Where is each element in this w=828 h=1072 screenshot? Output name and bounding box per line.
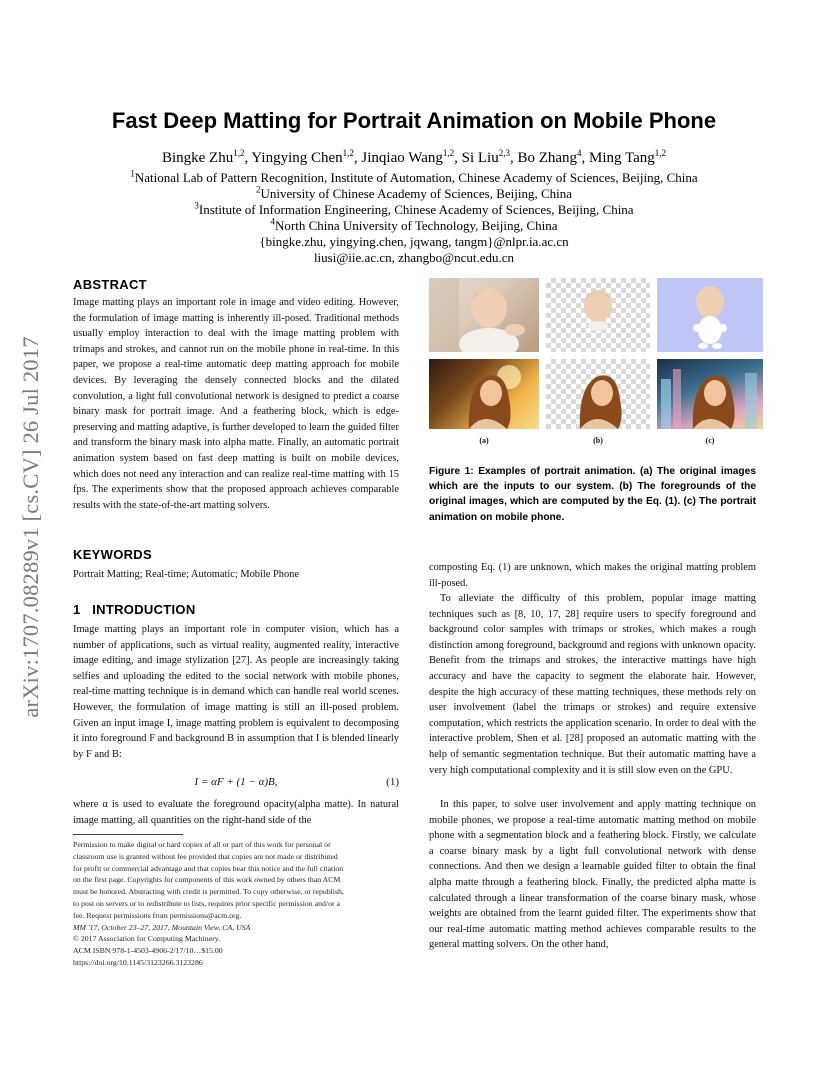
author: Yingying Chen bbox=[251, 150, 343, 166]
doi-link[interactable]: https://doi.org/10.1145/3123266.3123286 bbox=[73, 957, 203, 967]
keywords-heading: KEYWORDS bbox=[73, 547, 152, 562]
author: Jinqiao Wang bbox=[361, 150, 443, 166]
author: Bingke Zhu bbox=[161, 150, 234, 166]
permission-notice: Permission to make digital or hard copies of all or part of this work for personal or classroom use is granted without fee provided that copies are not made or distributed for profit or commercial advantage and that copies bear this notice and the full citation on the first page. Copyrights for components of this work owned by others than ACM must be honored. Abstracting with credit is permitted. To copy otherwise, or republish, to post on servers or to redistribute to lists, requires prior specific permission and/or a fee. Request permissions from permissions@acm.org. MM '17, October 23–27, 2017, Mountain View, CA, USA © 2017 Association for Computing Machinery. ACM ISBN 978-1-4503-4906-2/17/10…$15.00 https://doi.org/10.1145/3123266.3123286 bbox=[73, 839, 399, 969]
footnote-rule bbox=[73, 834, 183, 835]
venue: MM '17, October 23–27, 2017, Mountain View, CA, USA bbox=[73, 922, 251, 932]
arxiv-identifier: arXiv:1707.08289v1 [cs.CV] 26 Jul 2017 bbox=[18, 336, 43, 718]
equation-1 bbox=[73, 776, 399, 792]
figure-image-animation-woman bbox=[657, 359, 763, 429]
author: Bo Zhang bbox=[517, 150, 578, 166]
figure-1-caption: Figure 1: Examples of portrait animation. (a) The original images which are the inputs to our system. (b) The foregrounds of the original images, which are computed by the Eq. (1). (c) The portrait animation on mobile phone. bbox=[429, 466, 756, 523]
email-line: liusi@iie.ac.cn, zhangbo@ncut.edu.cn bbox=[313, 250, 515, 265]
figure-1 bbox=[429, 278, 763, 448]
author-list: Bingke Zhu$^{1,2}$, Yingying Chen$^{1,2}$, Jinqiao Wang$^{1,2}$, Si Liu$^{2,3}$, Bo Zhang$^4$, Ming Tang$^{1,2}$ bbox=[161, 148, 667, 166]
introduction-paragraph: where α is used to evaluate the foreground opacity(alpha matte). In natural image matting, all quantities on the right-hand side of the bbox=[73, 799, 399, 826]
equation-body: I = αF + (1 − α)B, bbox=[194, 776, 278, 788]
author: Si Liu bbox=[461, 150, 499, 166]
isbn: ACM ISBN 978-1-4503-4906-2/17/10…$15.00 bbox=[73, 946, 223, 956]
author: Ming Tang bbox=[589, 150, 655, 166]
affiliation: $^2$University of Chinese Academy of Sciences, Beijing, China bbox=[255, 184, 573, 201]
copyright: © 2017 Association for Computing Machinery. bbox=[73, 934, 221, 944]
figure-image-animation-child bbox=[657, 278, 763, 352]
subfigure-label-a: (a) bbox=[479, 436, 489, 445]
right-column-paragraph: composting Eq. (1) are unknown, which makes the original matting problem ill-posed. bbox=[429, 562, 756, 589]
figure-image-original-child bbox=[429, 278, 539, 352]
paper-title: Fast Deep Matting for Portrait Animation on Mobile Phone bbox=[111, 108, 717, 133]
affiliation: $^4$North China University of Technology, Beijing, China bbox=[270, 216, 558, 233]
figure-image-foreground-child bbox=[546, 278, 650, 352]
affiliation: $^1$National Lab of Pattern Recognition, Institute of Automation, Chinese Academy of Sciences, Beijing, China bbox=[130, 168, 698, 185]
right-column-paragraph: In this paper, to solve user involvement and apply matting technique on mobile phones, we propose a real-time automatic matting method on mobile phone with a segmentation block and a feathering block. Firstly, we calculate a coarse binary mask by a light full convolutional network with dense connections. And then we design a learnable guided filter to obtain the final alpha matte through a feathering block. Finally, the predicted alpha matte is calculated through a linear transformation of the coarse binary mask, whose weights are obtained from the learnt guided filter. The experiments show that our real-time automatic matting method achieves comparable results to the general matting solvers. On the other hand, bbox=[429, 799, 756, 951]
abstract-heading: ABSTRACT bbox=[73, 277, 147, 292]
arxiv-sidebar bbox=[14, 292, 48, 762]
equation-number: (1) bbox=[386, 776, 399, 788]
introduction-paragraph: Image matting plays an important role in computer vision, which has a number of applications, such as virtual reality, augmented reality, interactive image editing, and image stylization [27]. As people are increasingly taking selfies and uploading the edited to the social network with mobile phones, real-time matting technique is in demand which can handle real world scenes. However, the formulation of image matting is still an ill-posed problem. Given an input image I, image matting problem is equivalent to decomposing it into foreground F and background B in assumption that I is blended linearly by F and B: bbox=[73, 624, 399, 760]
subfigure-label-b: (b) bbox=[593, 436, 603, 445]
right-column-paragraph: To alleviate the difficulty of this problem, popular image matting techniques such as [8, 10, 17, 28] require users to specify foreground and background color samples with trimaps or strokes, which makes a rough distinction among foreground, background and regions with unknown opacity. Benefit from the trimaps and strokes, the interactive mattings have high accuracy and have the capacity to segment the elaborate hair. However, despite the high accuracy of these matting techniques, these methods rely on user involvement (label the trimaps or strokes) and require extensive computation, which restricts the application scenario. In order to deal with the interactive problem, Shen et al. [28] proposed an automatic matting with the help of semantic segmentation technique. But their automatic matting have a very high computational complexity and it is still slow even on the GPU. bbox=[429, 593, 756, 776]
figure-image-original-woman bbox=[429, 359, 539, 429]
abstract-text: Image matting plays an important role in image and video editing. However, the formulation of image matting is inherently ill-posed. Traditional methods usually employ interaction to deal with the image matting problem with trimaps and strokes, and cannot run on the mobile phone in real-time. In this paper, we propose a real-time automatic deep matting approach for mobile devices. By leveraging the densely connected blocks and the dilated convolution, a light full convolutional network is designed to predict a coarse binary mask for portrait image. And a feathering block, which is edge-preserving and matting adaptive, is further developed to learn the guided filter and transform the binary mask into alpha matte. Finally, an automatic portrait animation system based on fast deep matting is built on mobile devices, which does not need any interaction and can realize real-time matting with 15 fps. The experiments show that the proposed approach achieves comparable results with the state-of-the-art matting solvers. bbox=[73, 297, 399, 511]
introduction-heading: 1 INTRODUCTION bbox=[73, 602, 196, 617]
email-line: {bingke.zhu, yingying.chen, jqwang, tangm}@nlpr.ia.ac.cn bbox=[259, 234, 569, 249]
affiliation: $^3$Institute of Information Engineering, Chinese Academy of Sciences, Beijing, China bbox=[194, 200, 634, 217]
keywords-text: Portrait Matting; Real-time; Automatic; Mobile Phone bbox=[73, 569, 299, 580]
figure-image-foreground-woman bbox=[546, 359, 650, 429]
subfigure-label-c: (c) bbox=[705, 436, 715, 445]
